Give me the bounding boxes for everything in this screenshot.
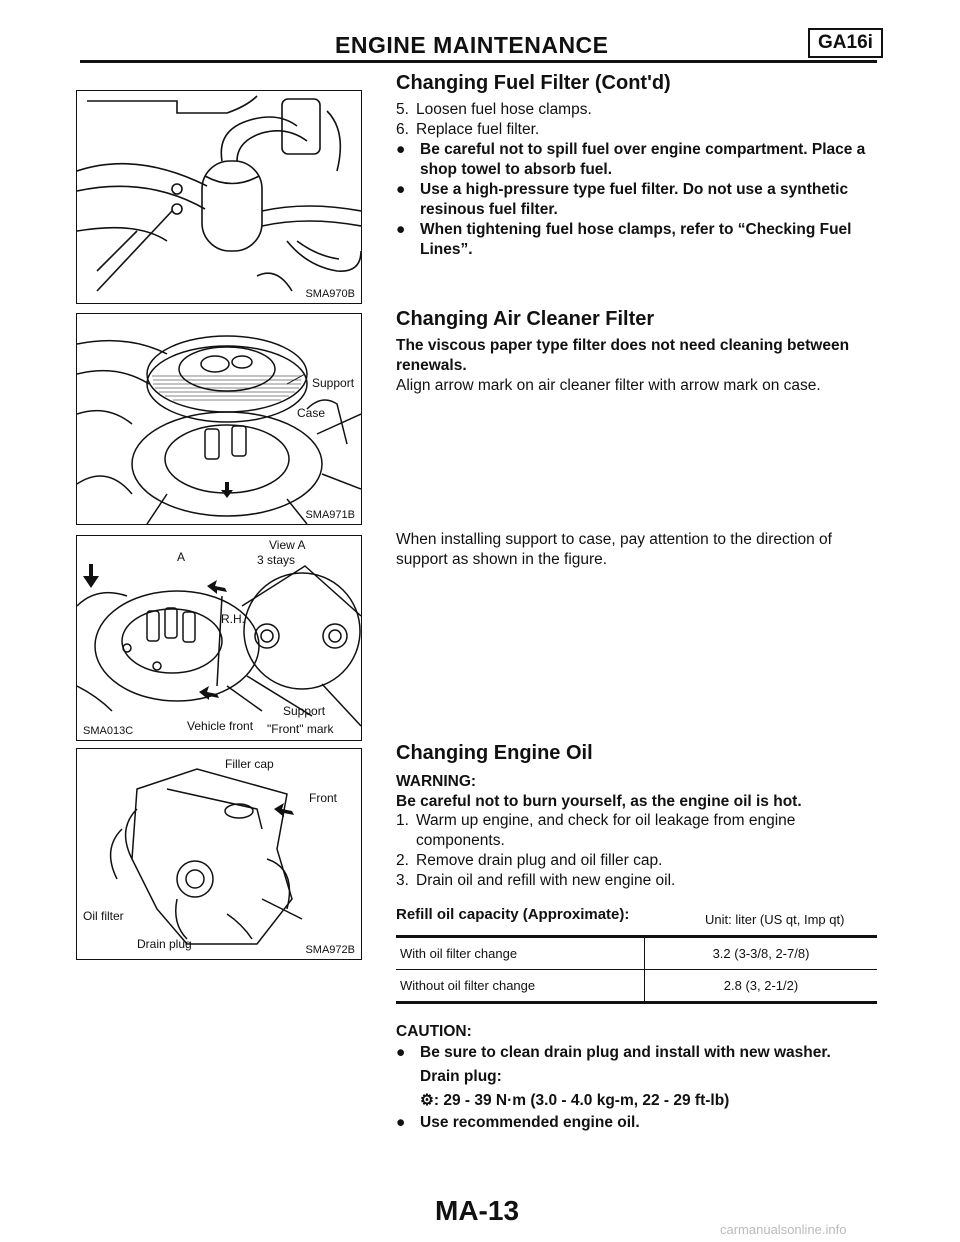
table-row <box>396 937 877 970</box>
step-item <box>396 871 876 891</box>
figure-code: SMA013C <box>83 725 134 737</box>
caution-list <box>396 1043 876 1133</box>
bullet-item <box>396 180 876 220</box>
step-item <box>396 811 876 851</box>
bullet-icon: ● <box>396 1114 406 1131</box>
capacity-label: Refill oil capacity (Approximate): <box>396 906 630 923</box>
engine-code-badge: GA16i <box>808 28 883 58</box>
fuel-filter-illustration <box>77 91 361 303</box>
figure-code: SMA972B <box>305 944 355 956</box>
support-label: Support <box>283 704 326 718</box>
fuel-filter-heading: Changing Fuel Filter (Cont'd) <box>396 72 671 94</box>
step-number: 3. <box>396 872 409 889</box>
figure-code: SMA970B <box>305 288 355 300</box>
air-cleaner-note: The viscous paper type filter does not need cleaning between renewals. <box>396 337 850 374</box>
step-text: Remove drain plug and oil filler cap. <box>416 852 663 869</box>
figure-fuel-filter <box>76 90 362 304</box>
step-text: Replace fuel filter. <box>416 121 540 138</box>
oil-filter-label: Oil filter <box>83 909 124 923</box>
drain-plug-spec-label: Drain plug: <box>420 1068 502 1085</box>
step-item <box>396 851 876 871</box>
engine-oil-steps <box>396 811 876 891</box>
bullet-text: Use recommended engine oil. <box>420 1114 640 1131</box>
support-install-text: When installing support to case, pay attention to the direction of support as shown in the figure. <box>396 531 832 568</box>
bullet-item <box>396 220 876 260</box>
step-item <box>396 120 876 140</box>
step-number: 5. <box>396 101 409 118</box>
oil-capacity-table <box>396 935 877 1004</box>
watermark: carmanualsonline.info <box>720 1222 847 1237</box>
a-label: A <box>177 550 186 564</box>
bullet-item <box>396 1043 876 1063</box>
step-item <box>396 100 876 120</box>
engine-oil-illustration <box>77 749 361 959</box>
bullet-icon: ● <box>396 181 406 198</box>
step-text: Drain oil and refill with new engine oil. <box>416 872 676 889</box>
drain-plug-label: Drain plug <box>137 937 192 951</box>
page-number: MA-13 <box>435 1195 520 1226</box>
figure-code: SMA971B <box>305 509 355 521</box>
bullet-text: Be sure to clean drain plug and install with new washer. <box>420 1044 831 1061</box>
view-a-label: View A <box>269 538 306 552</box>
fuel-filter-steps <box>396 100 876 260</box>
filler-cap-label: Filler cap <box>225 757 274 771</box>
unit-label: Unit: liter (US qt, Imp qt) <box>705 912 845 927</box>
bullet-icon: ● <box>396 221 406 238</box>
bullet-text: Be careful not to spill fuel over engine compartment. Place a shop towel to absorb fuel. <box>420 141 866 178</box>
table-row <box>396 970 877 1003</box>
step-text: Warm up engine, and check for oil leakage from engine components. <box>416 812 796 849</box>
bullet-item <box>396 140 876 180</box>
step-number: 1. <box>396 812 409 829</box>
torque-wrench-icon: ⚙ <box>420 1092 434 1109</box>
air-cleaner-text: Align arrow mark on air cleaner filter with arrow mark on case. <box>396 377 821 394</box>
bullet-icon: ● <box>396 1044 406 1061</box>
table-cell-value: 3.2 (3-3/8, 2-7/8) <box>645 937 878 970</box>
front-mark-label: "Front" mark <box>267 722 334 736</box>
engine-oil-heading: Changing Engine Oil <box>396 742 593 764</box>
header-rule <box>80 60 877 63</box>
figure-support-direction <box>76 535 362 741</box>
caution-label: CAUTION: <box>396 1023 472 1040</box>
bullet-icon: ● <box>396 141 406 158</box>
step-number: 6. <box>396 121 409 138</box>
table-cell-label: With oil filter change <box>396 937 645 970</box>
stays-label: 3 stays <box>257 553 296 567</box>
figure-air-cleaner <box>76 313 362 525</box>
support-label: Support <box>312 376 355 390</box>
table-cell-value: 2.8 (3, 2-1/2) <box>645 970 878 1003</box>
table-cell-label: Without oil filter change <box>396 970 645 1003</box>
case-label: Case <box>297 406 326 420</box>
air-cleaner-heading: Changing Air Cleaner Filter <box>396 308 655 330</box>
bullet-text: Use a high-pressure type fuel filter. Do not use a synthetic resinous fuel filter. <box>420 181 849 218</box>
page-title: ENGINE MAINTENANCE <box>335 32 609 58</box>
figure-engine-oil <box>76 748 362 960</box>
warning-text: Be careful not to burn yourself, as the engine oil is hot. <box>396 793 802 810</box>
step-text: Loosen fuel hose clamps. <box>416 101 592 118</box>
step-number: 2. <box>396 852 409 869</box>
vehicle-front-label: Vehicle front <box>187 719 254 733</box>
warning-label: WARNING: <box>396 773 477 790</box>
front-label: Front <box>309 791 338 805</box>
rh-label: R.H. <box>221 612 245 626</box>
bullet-item <box>396 1113 876 1133</box>
bullet-text: When tightening fuel hose clamps, refer to “Checking Fuel Lines”. <box>420 221 852 258</box>
torque-spec <box>396 1091 876 1111</box>
torque-value: : 29 - 39 N·m (3.0 - 4.0 kg-m, 22 - 29 ft-lb) <box>433 1092 730 1109</box>
